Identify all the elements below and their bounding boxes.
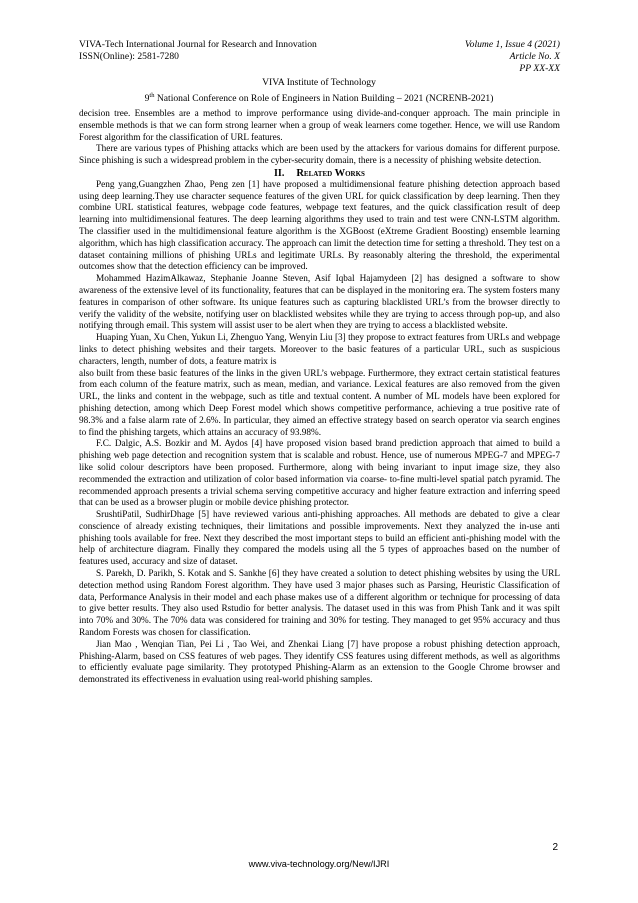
journal-header-left	[79, 39, 317, 63]
issn: ISSN(Online): 2581-7280	[79, 51, 179, 62]
paragraph: Jian Mao , Wenqian Tian, Pei Li , Tao Wei, and Zhenkai Liang [7] have propose a robust phishing detection approach, Phishing-Alarm, based on CSS features of web pages. They identify CSS features using different methods, as well as algorithms to efficiently evaluate page similarity. They prototyped Phishing-Alarm as an extension to the Google Chrome browser and demonstrated its effectiveness in evaluation using real-world phishing samples.	[79, 639, 560, 686]
paragraph: There are various types of Phishing attacks which are been used by the attackers for various domains for different purpose. Since phishing is such a widespread problem in the cyber-security domain, there is a necessity of phishing website detection.	[79, 144, 560, 167]
institute-name: VIVA Institute of Technology	[262, 77, 376, 88]
paragraph: S. Parekh, D. Parikh, S. Kotak and S. Sankhe [6] they have created a solution to detect phishing websites by using the URL detection method using Random Forest algorithm. They have used 3 major phases such as Parsing, Heuristic Classification of data, Performance Analysis in their model and each phase makes use of a different algorithm or technique for processing of data to give better results. They also used Rstudio for better analysis. The dataset used in this was from Phish Tank and it was spilt into 70% and 30%. The 70% data was considered for training and 30% for testing. They managed to get 95% accuracy and thus Random Forests was chosen for classification.	[79, 569, 560, 639]
footer-url: www.viva-technology.org/New/IJRI	[248, 859, 390, 869]
section-title: Related Works	[296, 167, 365, 179]
section-heading	[79, 168, 560, 180]
paragraph: decision tree. Ensembles are a method to improve performance using divide-and-conquer approach. The main principle in ensemble methods is that we can form strong learner when a group of weak learners come together. Hence, we will use Random Forest algorithm for the classification of URL features.	[79, 109, 560, 143]
paper-body	[79, 109, 560, 687]
volume-issue: Volume 1, Issue 4 (2021)	[464, 39, 560, 50]
section-number: II.	[274, 167, 285, 179]
conference-name: 9th National Conference on Role of Engineers in Nation Building – 2021 (NCRENB-2021)	[144, 92, 494, 105]
article-number: Article No. X	[509, 51, 560, 62]
paragraph: SrushtiPatil, SudhirDhage [5] have reviewed various anti-phishing approaches. All methods are debated to give a clear conscience of already existing techniques, their limitations and possible improvements. Next they analyzed the in-use anti phishing tools available for free. Next they described the most important steps to build an efficient anti-phishing model with the help of architecture diagram. Finally they compared the models using all the 5 types of approaches based on the number of features used, accuracy and size of dataset.	[79, 510, 560, 568]
paragraph: Huaping Yuan, Xu Chen, Yukun Li, Zhenguo Yang, Wenyin Liu [3] they propose to extract features from URLs and webpage links to detect phishing websites and their targets. Moreover to the basic features of a particular URL, such as suspicious characters, length, number of dots, a feature matrix is	[79, 333, 560, 367]
paragraph: Peng yang,Guangzhen Zhao, Peng zen [1] have proposed a multidimensional feature phishing detection approach based using deep learning.They use character sequence features of the given URL for quick classification by deep learning. Then they combine URL statistical features, webpage code features, webpage text features, and the quick classification result of deep learning into multidimensional features. The deep learning algorithms they used to train and test were CNN-LSTM algorithm. The classifier used in the multidimensional feature algorithm is the XGBoost (eXtreme Gradient Boosting) ensemble learning algorithm, which has high classification accuracy. The approach can limit the detection time for setting a threshold. They test on a dataset containing millions of phishing URLs and legitimate URLs. By reasonably altering the threshold, the experimental outcomes show that the detection efficiency can be improved.	[79, 179, 560, 273]
paragraph: F.C. Dalgic, A.S. Bozkir and M. Aydos [4] have proposed vision based brand prediction approach that aimed to build a phishing web page detection and recognition system that is scalable and robust. Hence, use of numerous MPEG-7 and MPEG-7 like solid colour descriptors have been proposed. Furthermore, along with being invariant to input image size, they also recommended the extraction and utilization of color based information via coarse- to-fine multi-level spatial patch pyramid. The recommended approach presents a trivial schema serving competitive accuracy and higher feature extraction and inferring speed that can be used as a browser plugin or mobile device phishing protector.	[79, 439, 560, 509]
page-range: PP XX-XX	[519, 63, 560, 74]
paragraph: Mohammed HazimAlkawaz, Stephanie Joanne Steven, Asif Iqbal Hajamydeen [2] has designed a software to show awareness of the extensive level of its functionality, features that can be displayed in the monitoring era. The system fosters many features in comparison of other software. Its unique features such as capturing blacklisted URL’s from the browser directly to verify the validity of the website, notifying user on blacklisted websites while they are trying to access through pop-up, and also notifying through email. This system will assist user to be alert when they are trying to access a blacklisted website.	[79, 274, 560, 332]
conference-header	[0, 76, 638, 105]
journal-header-right	[465, 39, 560, 75]
journal-name: VIVA-Tech International Journal for Research and Innovation	[79, 39, 317, 50]
paragraph: also built from these basic features of the links in the given URL’s webpage. Furthermore, they extract certain statistical features from each column of the feature matrix, such as mean, median, and variance. Lexical features are also removed from the given URL, the links and content in the webpage, such as title and textual content. A number of ML models have been explored for phishing detection, among which Deep Forest model which shows competitive performance, achieving a true positive rate of 98.3% and a false alarm rate of 2.6%. In particular, they aimed an effective strategy based on search operator via search engines to find the phishing targets, which attains an accuracy of 93.98%.	[79, 368, 560, 438]
page-number: 2	[552, 842, 558, 853]
